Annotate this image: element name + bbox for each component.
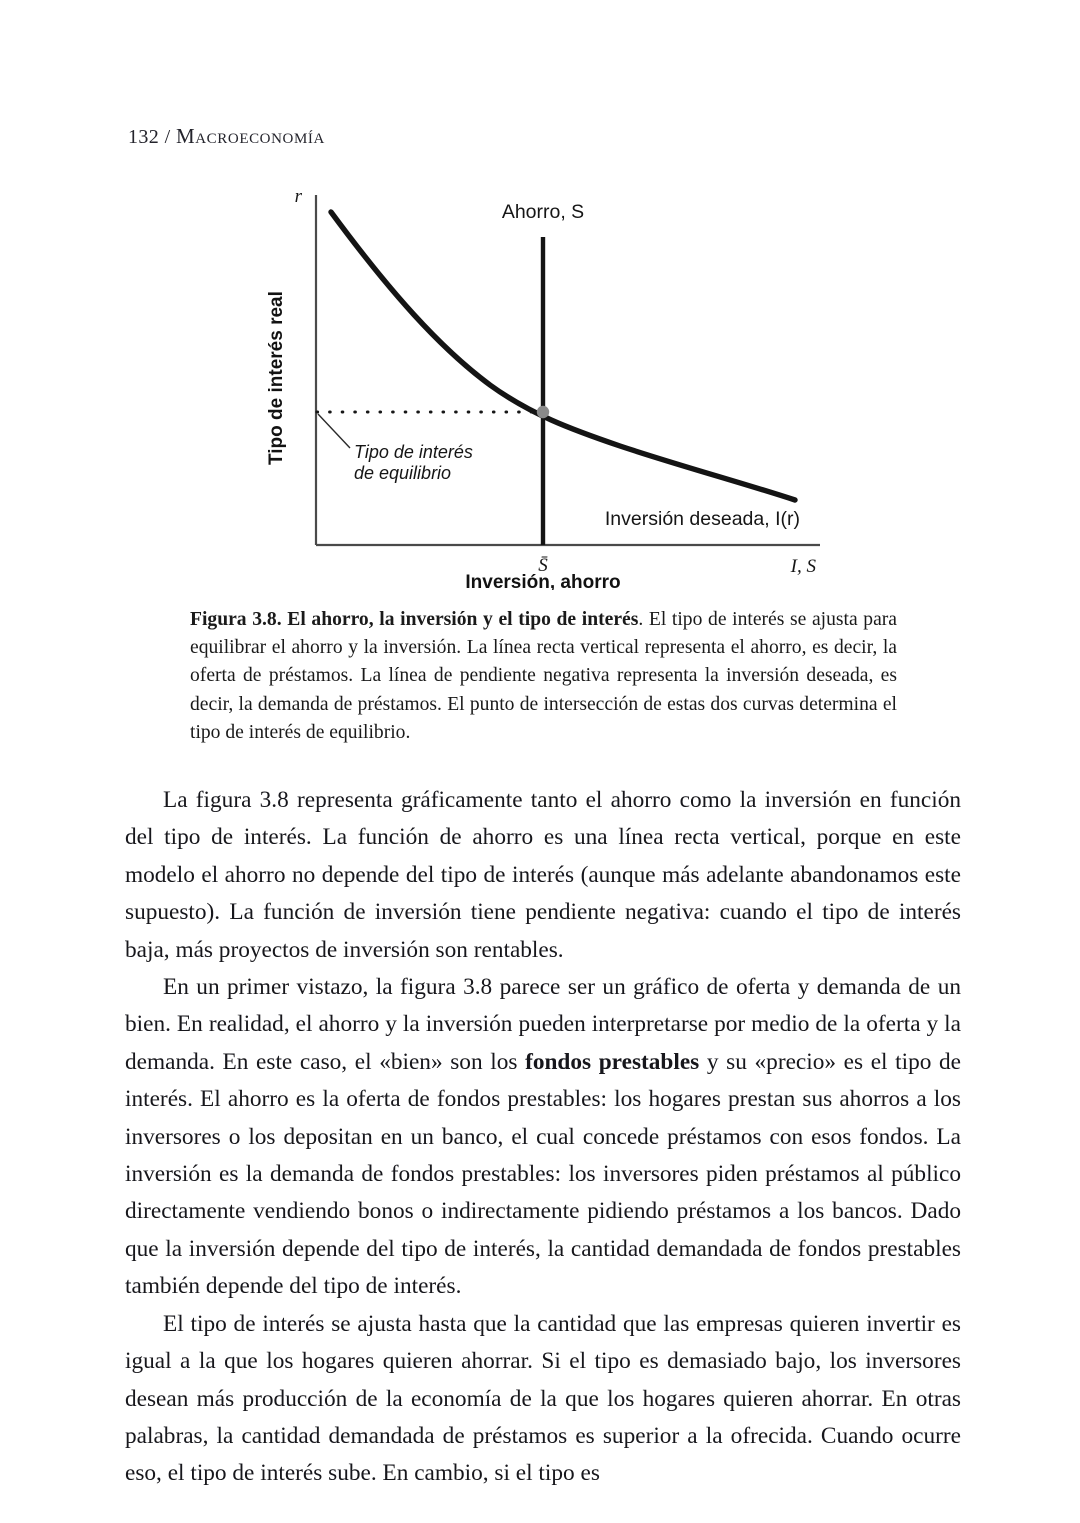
caption-body-text: . El tipo de interés se ajusta para equilibrar el ahorro y la inversión. La línea recta vertical representa el ahorro, es decir, la oferta de préstamos. La línea de pendiente negativa representa la inversión deseada, es decir, la demanda de préstamos. El punto de intersección de estas dos curvas determina el tipo de interés de equilibrio.: [190, 609, 897, 743]
caption-figure-number: Figura 3.8.: [190, 609, 282, 630]
equilibrium-callout-leader-line: [318, 414, 350, 448]
body-paragraph-2: [125, 969, 961, 1306]
figure-chart-svg: [240, 180, 860, 590]
equilibrium-callout-line-2: de equilibrio: [354, 463, 452, 483]
y-axis-title: Tipo de interés real: [266, 291, 287, 465]
investment-curve-label: Inversión deseada, I(r): [604, 508, 800, 530]
body-paragraph-2-part-b: y su «precio» es el tipo de interés. El ahorro es la oferta de fondos prestables: los hogares prestan sus ahorros a los inversores o los depositan en un banco, el cual concede préstamos con esos fondos. La inversión es la demanda de fondos prestables: los inversores piden préstamos al público directamente vendiendo bonos o indirectamente pidiendo préstamos a los bancos. Dado que la inversión depende del tipo de interés, la cantidad demandada de fondos prestables también depende del tipo de interés.: [125, 1048, 962, 1300]
running-head-separator: /: [159, 126, 176, 148]
equilibrium-point-marker: [537, 406, 549, 418]
figure-3-8: [0, 0, 1080, 600]
body-text-column: [125, 782, 961, 1493]
body-paragraph-1: La figura 3.8 representa gráficamente tanto el ahorro como la inversión en función del tipo de interés. La función de ahorro es una línea recta vertical, porque en este modelo el ahorro no depende del tipo de interés (aunque más adelante abandonamos este supuesto). La función de inversión tiene pendiente negativa: cuando el tipo de interés baja, más proyectos de inversión son rentables.: [125, 787, 961, 963]
body-paragraph-2-bold-term: fondos prestables: [525, 1048, 700, 1075]
body-paragraph-2-part-a: En un primer vistazo, la figura 3.8 parece ser un gráfico de oferta y demanda de un bien. En realidad, el ahorro y la inversión pueden interpretarse por medio de la oferta y la demanda. En este caso, el «bien» son los: [125, 974, 961, 1075]
saving-curve-label: Ahorro, S: [501, 201, 585, 223]
figure-caption: [190, 606, 897, 747]
x-axis-title: Inversión, ahorro: [465, 572, 621, 590]
running-head-book-title: Macroeconomía: [175, 124, 325, 148]
y-axis-symbol: r: [294, 186, 302, 207]
equilibrium-callout-line-1: Tipo de interés: [354, 442, 473, 462]
x-axis-end-label: I, S: [790, 556, 816, 577]
page-folio: 132: [128, 126, 160, 148]
x-axis-tick-s-bar: S̄: [538, 555, 548, 576]
caption-figure-title: El ahorro, la inversión y el tipo de interés: [287, 609, 639, 630]
body-paragraph-3: El tipo de interés se ajusta hasta que la cantidad que las empresas quieren invertir es igual a la que los hogares quieren ahorrar. Si el tipo es demasiado bajo, los inversores desean más producción de la economía de la que los hogares quieren ahorrar. En otras palabras, la cantidad demandada de préstamos es superior a la ofrecida. Cuando ocurre eso, el tipo de interés sube. En cambio, si el tipo es: [125, 1310, 961, 1487]
